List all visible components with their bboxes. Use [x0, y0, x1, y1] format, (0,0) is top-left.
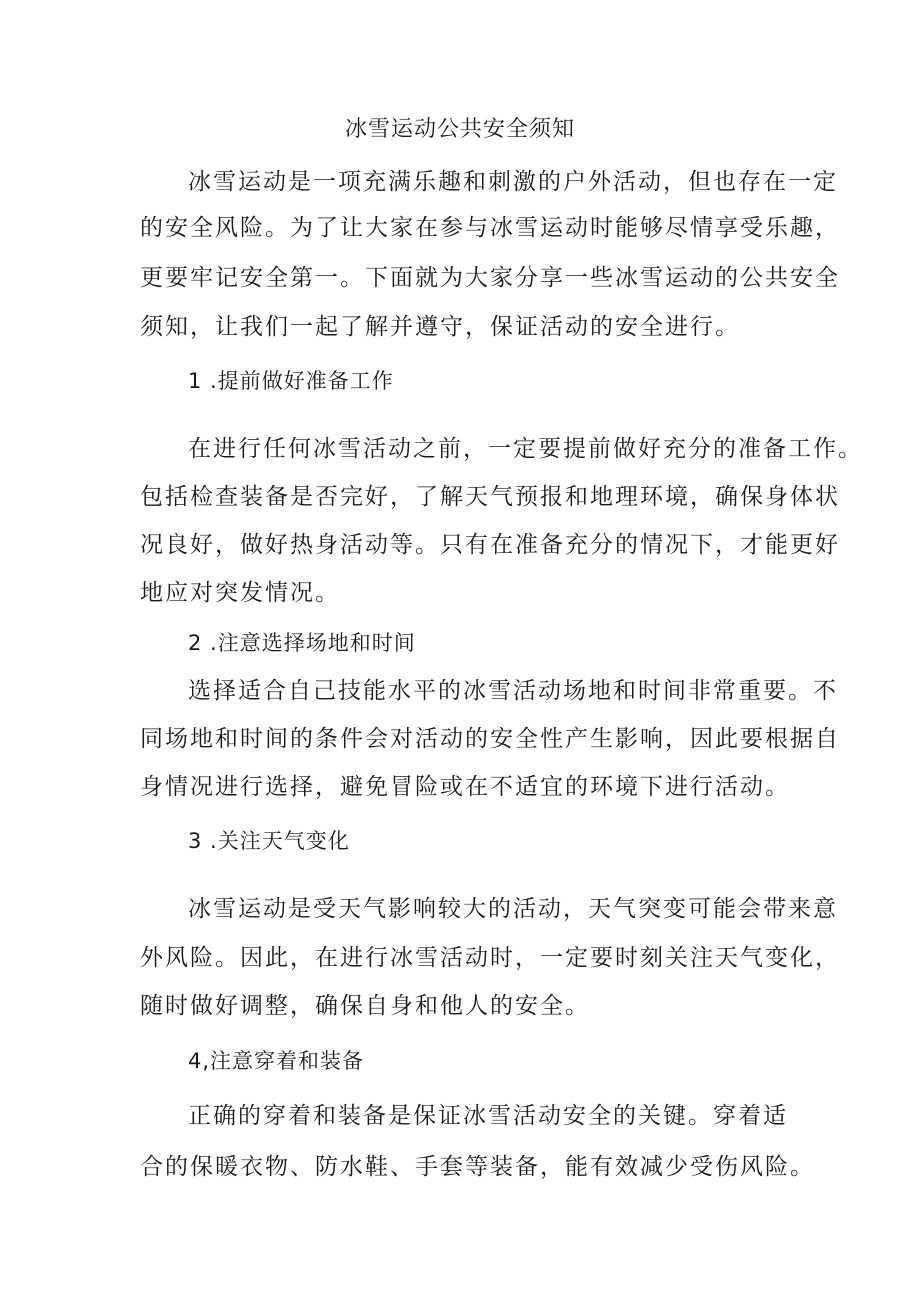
section-line: 在进行任何冰雪活动之前，一定要提前做好充分的准备工作。	[188, 436, 863, 462]
section-heading: 1 .提前做好准备工作	[188, 369, 394, 393]
section-line: 外风险。因此，在进行冰雪活动时，一定要时刻关注天气变化，	[140, 945, 840, 971]
section-line: 冰雪运动是受天气影响较大的活动，天气突变可能会带来意	[188, 896, 838, 922]
section-heading: 3 .关注天气变化	[188, 829, 350, 853]
section-line: 正确的穿着和装备是保证冰雪活动安全的关键。穿着适	[188, 1103, 788, 1129]
intro-line: 更要牢记安全第一。下面就为大家分享一些冰雪运动的公共安全	[140, 265, 840, 291]
intro-line: 的安全风险。为了让大家在参与冰雪运动时能够尽情享受乐趣，	[140, 215, 840, 241]
document-title: 冰雪运动公共安全须知	[344, 117, 575, 142]
section-line: 随时做好调整，确保自身和他人的安全。	[140, 993, 590, 1019]
section-heading: 4,注意穿着和装备	[188, 1049, 365, 1073]
section-line: 合的保暖衣物、防水鞋、手套等装备，能有效减少受伤风险。	[140, 1154, 815, 1180]
section-heading: 2 .注意选择场地和时间	[188, 631, 416, 655]
intro-line: 冰雪运动是一项充满乐趣和刺激的户外活动，但也存在一定	[188, 169, 838, 195]
section-line: 选择适合自己技能水平的冰雪活动场地和时间非常重要。不	[188, 678, 838, 704]
section-line: 同场地和时间的条件会对活动的安全性产生影响，因此要根据自	[140, 726, 840, 752]
intro-line: 须知，让我们一起了解并遵守，保证活动的安全进行。	[140, 314, 740, 340]
section-line: 况良好，做好热身活动等。只有在准备充分的情况下，才能更好	[140, 532, 840, 558]
section-line: 地应对突发情况。	[140, 580, 340, 606]
section-line: 包括检查装备是否完好，了解天气预报和地理环境，确保身体状	[140, 484, 840, 510]
section-line: 身情况进行选择，避免冒险或在不适宜的环境下进行活动。	[140, 774, 790, 800]
